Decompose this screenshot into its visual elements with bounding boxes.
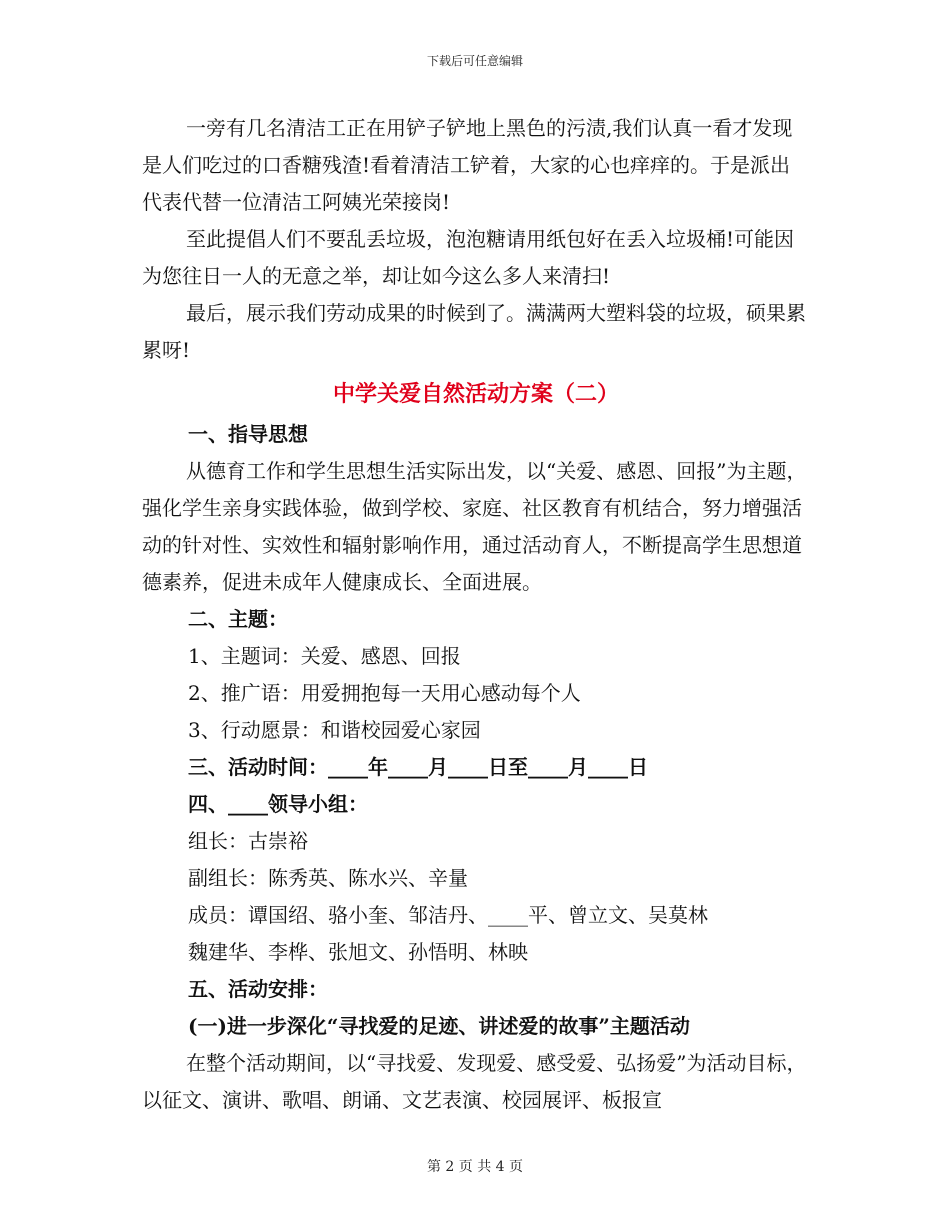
document-body xyxy=(142,110,810,1119)
section-heading: 一、指导思想 xyxy=(188,422,308,446)
group-leader: 组长：古崇裕 xyxy=(188,829,308,853)
group-members: 魏建华、李桦、张旭文、孙悟明、林映 xyxy=(188,940,528,964)
page-header: 下载后可任意编辑 xyxy=(426,54,523,68)
sub-heading: (一)进一步深化“寻找爱的足迹、讲述爱的故事”主题活动 xyxy=(188,1014,690,1038)
intro-paragraph: 一旁有几名清洁工正在用铲子铲地上黑色的污渍,我们认真一看才发现是人们吃过的口香糖残渣!看着清洁工铲着，大家的心也痒痒的。于是派出代表代替一位清洁工阿姨光荣接岗! xyxy=(142,116,793,214)
group-members: 成员：谭国绍、骆小奎、邹洁丹、____平、曾立文、吴莫林 xyxy=(188,903,708,927)
page-footer: 第 2 页 共 4 页 xyxy=(426,1159,524,1175)
theme-item: 2、推广语：用爱拥抱每一天用心感动每个人 xyxy=(188,681,581,705)
document-title: 中学关爱自然活动方案（二） xyxy=(332,381,619,407)
intro-paragraph: 至此提倡人们不要乱丢垃圾，泡泡糖请用纸包好在丢入垃圾桶!可能因为您往日一人的无意之举，却让如今这么多人来清扫! xyxy=(142,227,795,288)
group-deputy: 副组长：陈秀英、陈水兴、辛量 xyxy=(188,866,468,890)
section-heading: 二、主题： xyxy=(188,607,288,631)
section-paragraph: 在整个活动期间，以“寻找爱、发现爱、感受爱、弘扬爱”为活动目标，以征文、演讲、歌唱、朗诵、文艺表演、校园展评、板报宣 xyxy=(142,1051,807,1112)
section-heading: 四、____领导小组： xyxy=(188,792,368,816)
intro-paragraph: 最后，展示我们劳动成果的时候到了。满满两大塑料袋的垃圾，硕果累累呀! xyxy=(142,301,806,362)
section-paragraph: 从德育工作和学生思想生活实际出发，以“关爱、感恩、回报”为主题，强化学生亲身实践体验，做到学校、家庭、社区教育有机结合，努力增强活动的针对性、实效性和辐射影响作用，通过活动育人，不断提高学生思想道德素养，促进未成年人健康成长、全面进展。 xyxy=(142,459,807,594)
section-heading: 五、活动安排： xyxy=(188,977,328,1001)
theme-item: 3、行动愿景：和谐校园爱心家园 xyxy=(188,718,481,742)
theme-item: 1、主题词：关爱、感恩、回报 xyxy=(188,644,461,668)
section-heading: 三、活动时间：____年____月____日至____月____日 xyxy=(188,755,648,779)
